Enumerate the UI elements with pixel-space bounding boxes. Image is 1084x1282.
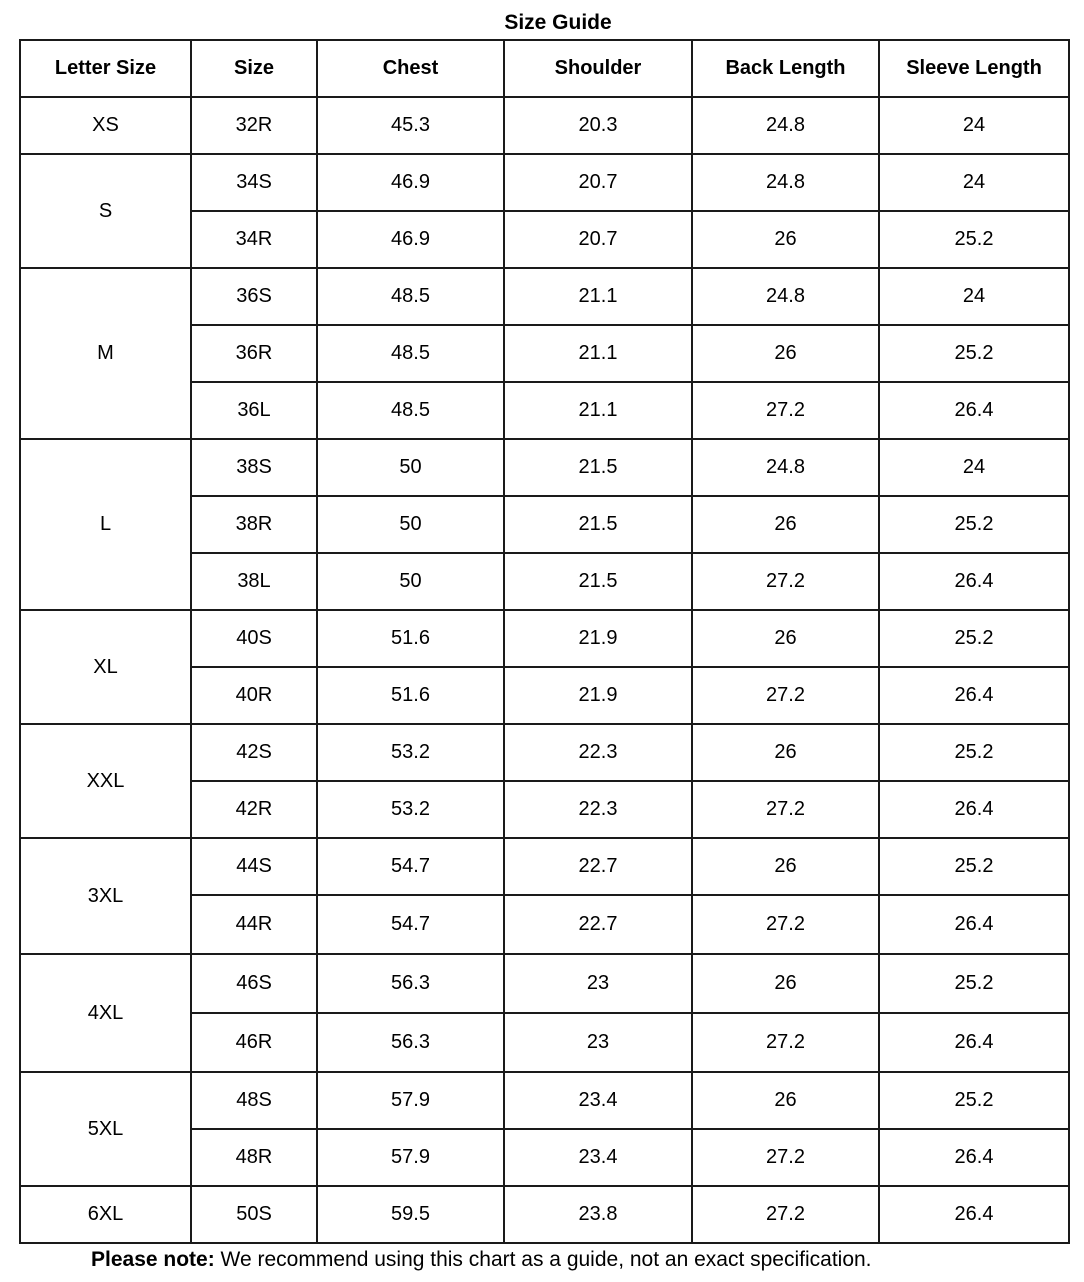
shoulder-cell: 21.1	[504, 382, 692, 439]
sleeve-length-cell: 26.4	[879, 1013, 1069, 1072]
size-cell: 48S	[191, 1072, 317, 1129]
table-row	[20, 610, 1069, 667]
size-cell: 40S	[191, 610, 317, 667]
back-length-cell: 26	[692, 724, 879, 781]
shoulder-cell: 23.4	[504, 1129, 692, 1186]
letter-size-cell: 5XL	[20, 1072, 191, 1186]
size-guide-table	[19, 39, 1070, 1244]
back-length-cell: 27.2	[692, 1013, 879, 1072]
chest-cell: 50	[317, 439, 504, 496]
size-cell: 42S	[191, 724, 317, 781]
back-length-cell: 27.2	[692, 781, 879, 838]
sleeve-length-cell: 24	[879, 154, 1069, 211]
size-cell: 42R	[191, 781, 317, 838]
shoulder-cell: 21.1	[504, 268, 692, 325]
chest-cell: 56.3	[317, 954, 504, 1013]
chest-cell: 51.6	[317, 610, 504, 667]
chest-cell: 57.9	[317, 1129, 504, 1186]
table-row	[20, 268, 1069, 325]
size-cell: 46R	[191, 1013, 317, 1072]
chest-cell: 50	[317, 553, 504, 610]
sleeve-length-cell: 26.4	[879, 667, 1069, 724]
shoulder-cell: 21.1	[504, 325, 692, 382]
chest-cell: 54.7	[317, 895, 504, 954]
chest-cell: 45.3	[317, 97, 504, 154]
footnote-text: We recommend using this chart as a guide, not an exact specification.	[214, 1248, 872, 1271]
size-cell: 38S	[191, 439, 317, 496]
chest-cell: 57.9	[317, 1072, 504, 1129]
header-back-length: Back Length	[692, 40, 879, 97]
size-cell: 36S	[191, 268, 317, 325]
size-cell: 34R	[191, 211, 317, 268]
sleeve-length-cell: 25.2	[879, 838, 1069, 895]
sleeve-length-cell: 25.2	[879, 325, 1069, 382]
back-length-cell: 26	[692, 610, 879, 667]
sleeve-length-cell: 26.4	[879, 553, 1069, 610]
header-row	[20, 40, 1069, 97]
letter-size-cell: L	[20, 439, 191, 610]
chest-cell: 48.5	[317, 268, 504, 325]
shoulder-cell: 20.3	[504, 97, 692, 154]
back-length-cell: 27.2	[692, 382, 879, 439]
sleeve-length-cell: 26.4	[879, 382, 1069, 439]
letter-size-cell: XXL	[20, 724, 191, 838]
chest-cell: 59.5	[317, 1186, 504, 1243]
size-cell: 34S	[191, 154, 317, 211]
shoulder-cell: 21.5	[504, 439, 692, 496]
size-cell: 40R	[191, 667, 317, 724]
sleeve-length-cell: 26.4	[879, 1129, 1069, 1186]
back-length-cell: 26	[692, 838, 879, 895]
size-cell: 38L	[191, 553, 317, 610]
table-body	[20, 97, 1069, 1243]
footnote-label: Please note:	[91, 1248, 215, 1271]
header-chest: Chest	[317, 40, 504, 97]
shoulder-cell: 20.7	[504, 154, 692, 211]
back-length-cell: 24.8	[692, 268, 879, 325]
back-length-cell: 24.8	[692, 97, 879, 154]
table-row	[20, 1072, 1069, 1129]
chest-cell: 48.5	[317, 382, 504, 439]
sleeve-length-cell: 25.2	[879, 724, 1069, 781]
shoulder-cell: 22.3	[504, 781, 692, 838]
size-cell: 32R	[191, 97, 317, 154]
sleeve-length-cell: 25.2	[879, 610, 1069, 667]
table-row	[20, 954, 1069, 1013]
sleeve-length-cell: 26.4	[879, 895, 1069, 954]
letter-size-cell: 4XL	[20, 954, 191, 1072]
shoulder-cell: 20.7	[504, 211, 692, 268]
chest-cell: 53.2	[317, 724, 504, 781]
size-cell: 38R	[191, 496, 317, 553]
back-length-cell: 27.2	[692, 553, 879, 610]
size-cell: 44S	[191, 838, 317, 895]
header-size: Size	[191, 40, 317, 97]
shoulder-cell: 21.9	[504, 610, 692, 667]
back-length-cell: 24.8	[692, 439, 879, 496]
shoulder-cell: 23	[504, 1013, 692, 1072]
chest-cell: 46.9	[317, 154, 504, 211]
table-row	[20, 439, 1069, 496]
header-shoulder: Shoulder	[504, 40, 692, 97]
chest-cell: 54.7	[317, 838, 504, 895]
size-cell: 48R	[191, 1129, 317, 1186]
shoulder-cell: 21.5	[504, 496, 692, 553]
size-cell: 50S	[191, 1186, 317, 1243]
letter-size-cell: XS	[20, 97, 191, 154]
back-length-cell: 27.2	[692, 1129, 879, 1186]
sleeve-length-cell: 25.2	[879, 954, 1069, 1013]
shoulder-cell: 23	[504, 954, 692, 1013]
table-row	[20, 97, 1069, 154]
letter-size-cell: XL	[20, 610, 191, 724]
table-row	[20, 154, 1069, 211]
sleeve-length-cell: 25.2	[879, 1072, 1069, 1129]
back-length-cell: 27.2	[692, 895, 879, 954]
chest-cell: 51.6	[317, 667, 504, 724]
shoulder-cell: 21.5	[504, 553, 692, 610]
shoulder-cell: 22.3	[504, 724, 692, 781]
sleeve-length-cell: 26.4	[879, 781, 1069, 838]
sleeve-length-cell: 25.2	[879, 211, 1069, 268]
back-length-cell: 26	[692, 211, 879, 268]
letter-size-cell: M	[20, 268, 191, 439]
chest-cell: 56.3	[317, 1013, 504, 1072]
back-length-cell: 27.2	[692, 1186, 879, 1243]
letter-size-cell: S	[20, 154, 191, 268]
back-length-cell: 26	[692, 1072, 879, 1129]
sleeve-length-cell: 24	[879, 268, 1069, 325]
sleeve-length-cell: 24	[879, 439, 1069, 496]
header-sleeve-length: Sleeve Length	[879, 40, 1069, 97]
footnote	[91, 1247, 872, 1273]
table-row	[20, 838, 1069, 895]
sleeve-length-cell: 24	[879, 97, 1069, 154]
size-cell: 36L	[191, 382, 317, 439]
letter-size-cell: 6XL	[20, 1186, 191, 1243]
table-row	[20, 724, 1069, 781]
table-row	[20, 1186, 1069, 1243]
size-cell: 46S	[191, 954, 317, 1013]
shoulder-cell: 22.7	[504, 895, 692, 954]
back-length-cell: 26	[692, 954, 879, 1013]
page-title: Size Guide	[504, 11, 612, 34]
shoulder-cell: 23.4	[504, 1072, 692, 1129]
back-length-cell: 26	[692, 496, 879, 553]
chest-cell: 48.5	[317, 325, 504, 382]
size-cell: 44R	[191, 895, 317, 954]
size-cell: 36R	[191, 325, 317, 382]
letter-size-cell: 3XL	[20, 838, 191, 954]
back-length-cell: 27.2	[692, 667, 879, 724]
chest-cell: 50	[317, 496, 504, 553]
sleeve-length-cell: 26.4	[879, 1186, 1069, 1243]
shoulder-cell: 22.7	[504, 838, 692, 895]
back-length-cell: 26	[692, 325, 879, 382]
chest-cell: 46.9	[317, 211, 504, 268]
back-length-cell: 24.8	[692, 154, 879, 211]
shoulder-cell: 21.9	[504, 667, 692, 724]
shoulder-cell: 23.8	[504, 1186, 692, 1243]
sleeve-length-cell: 25.2	[879, 496, 1069, 553]
chest-cell: 53.2	[317, 781, 504, 838]
header-letter-size: Letter Size	[20, 40, 191, 97]
